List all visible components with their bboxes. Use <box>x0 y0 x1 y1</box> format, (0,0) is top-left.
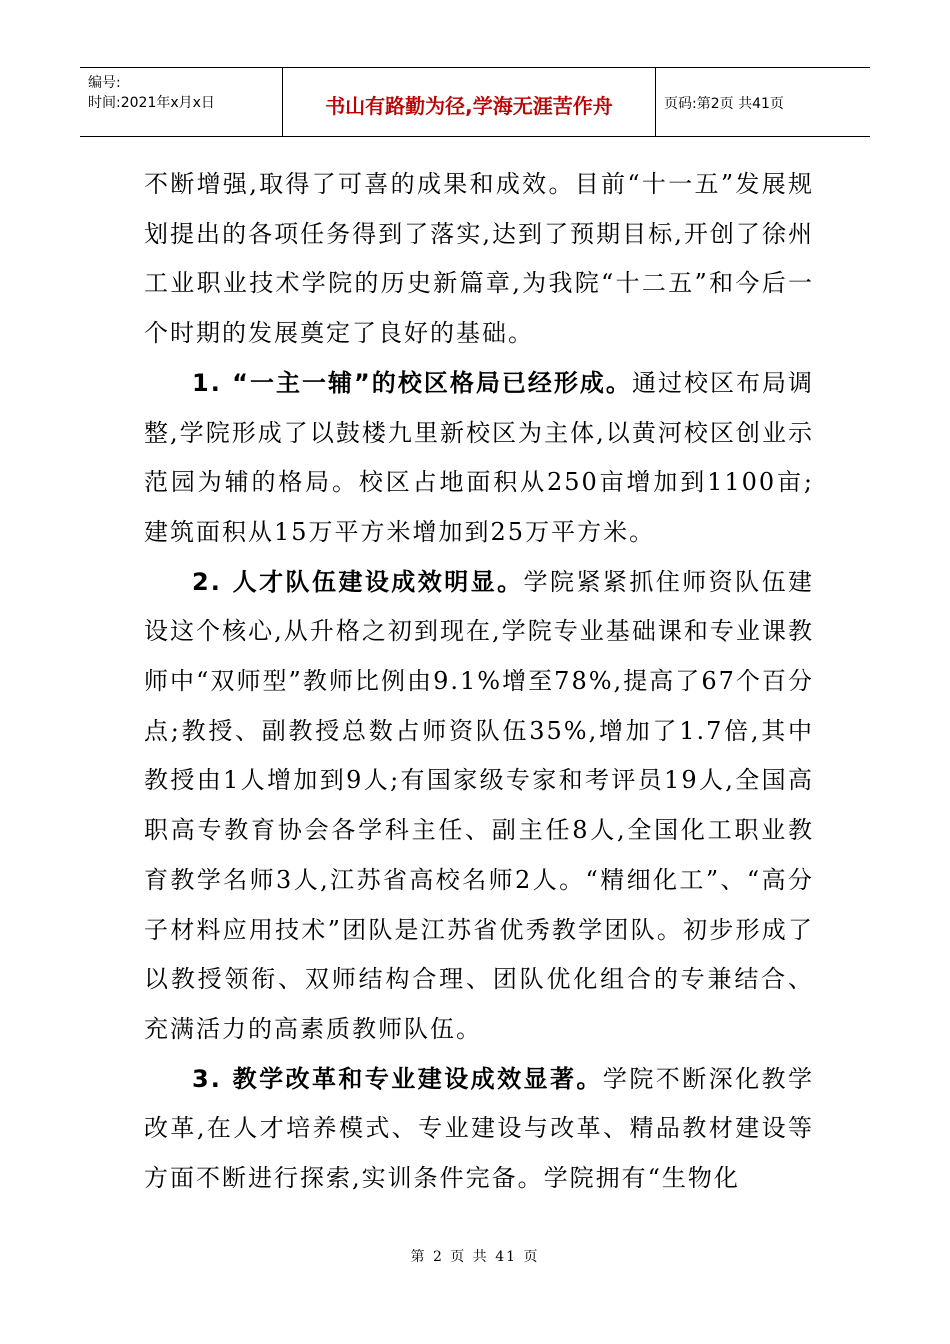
header-motto: 书山有路勤为径,学海无涯苦作舟 <box>325 94 613 118</box>
paragraph-talent-team <box>144 558 814 1055</box>
paragraph-heading: 3. 教学改革和专业建设成效显著。 <box>192 1064 603 1093</box>
document-date-label: 时间:2021年x月x日 <box>88 95 215 111</box>
paragraph-teaching-reform <box>144 1055 814 1204</box>
paragraph-campus-layout <box>144 359 814 558</box>
paragraph-text: 学院紧紧抓住师资队伍建设这个核心,从升格之初到现在,学院专业基础课和专业课教师中“双师型”教师比例由9.1%增至78%,提高了67个百分点;教授、副教授总数占师资队伍35%,增加了1.7倍,其中教授由1人增加到9人;有国家级专家和考评员19人,全国高职高专教育协会各学科主任、副主任8人,全国化工职业教育教学名师3人,江苏省高校名师2人。“精细化工”、“高分子材料应用技术”团队是江苏省优秀教学团队。初步形成了以教授领衔、双师结构合理、团队优化组合的专兼结合、充满活力的高素质教师队伍。 <box>144 567 815 1043</box>
paragraph-text: 学院不断深化教学改革,在人才培养模式、专业建设与改革、精品教材建设等方面不断进行探索,实训条件完备。学院拥有“生物化 <box>144 1064 815 1193</box>
header-page-number: 页码:第2页 共41页 <box>664 96 784 112</box>
paragraph-heading: 1. “一主一辅”的校区格局已经形成。 <box>192 368 632 397</box>
header-info-cell <box>80 68 283 136</box>
page-header <box>80 67 870 137</box>
document-body <box>144 160 814 1204</box>
header-motto-cell <box>283 68 656 136</box>
paragraph-continuation <box>144 160 814 359</box>
page-footer: 第 2 页 共 41 页 <box>410 1249 540 1265</box>
document-number-label: 编号: <box>88 75 121 91</box>
paragraph-text: 不断增强,取得了可喜的成果和成效。目前“十一五”发展规划提出的各项任务得到了落实,达到了预期目标,开创了徐州工业职业技术学院的历史新篇章,为我院“十二五”和今后一个时期的发展奠定了良好的基础。 <box>144 170 814 348</box>
header-page-cell <box>656 68 870 136</box>
paragraph-text: 通过校区布局调整,学院形成了以鼓楼九里新校区为主体,以黄河校区创业示范园为辅的格局。校区占地面积从250亩增加到1100亩;建筑面积从15万平方米增加到25万平方米。 <box>144 368 815 546</box>
paragraph-heading: 2. 人才队伍建设成效明显。 <box>192 567 524 596</box>
